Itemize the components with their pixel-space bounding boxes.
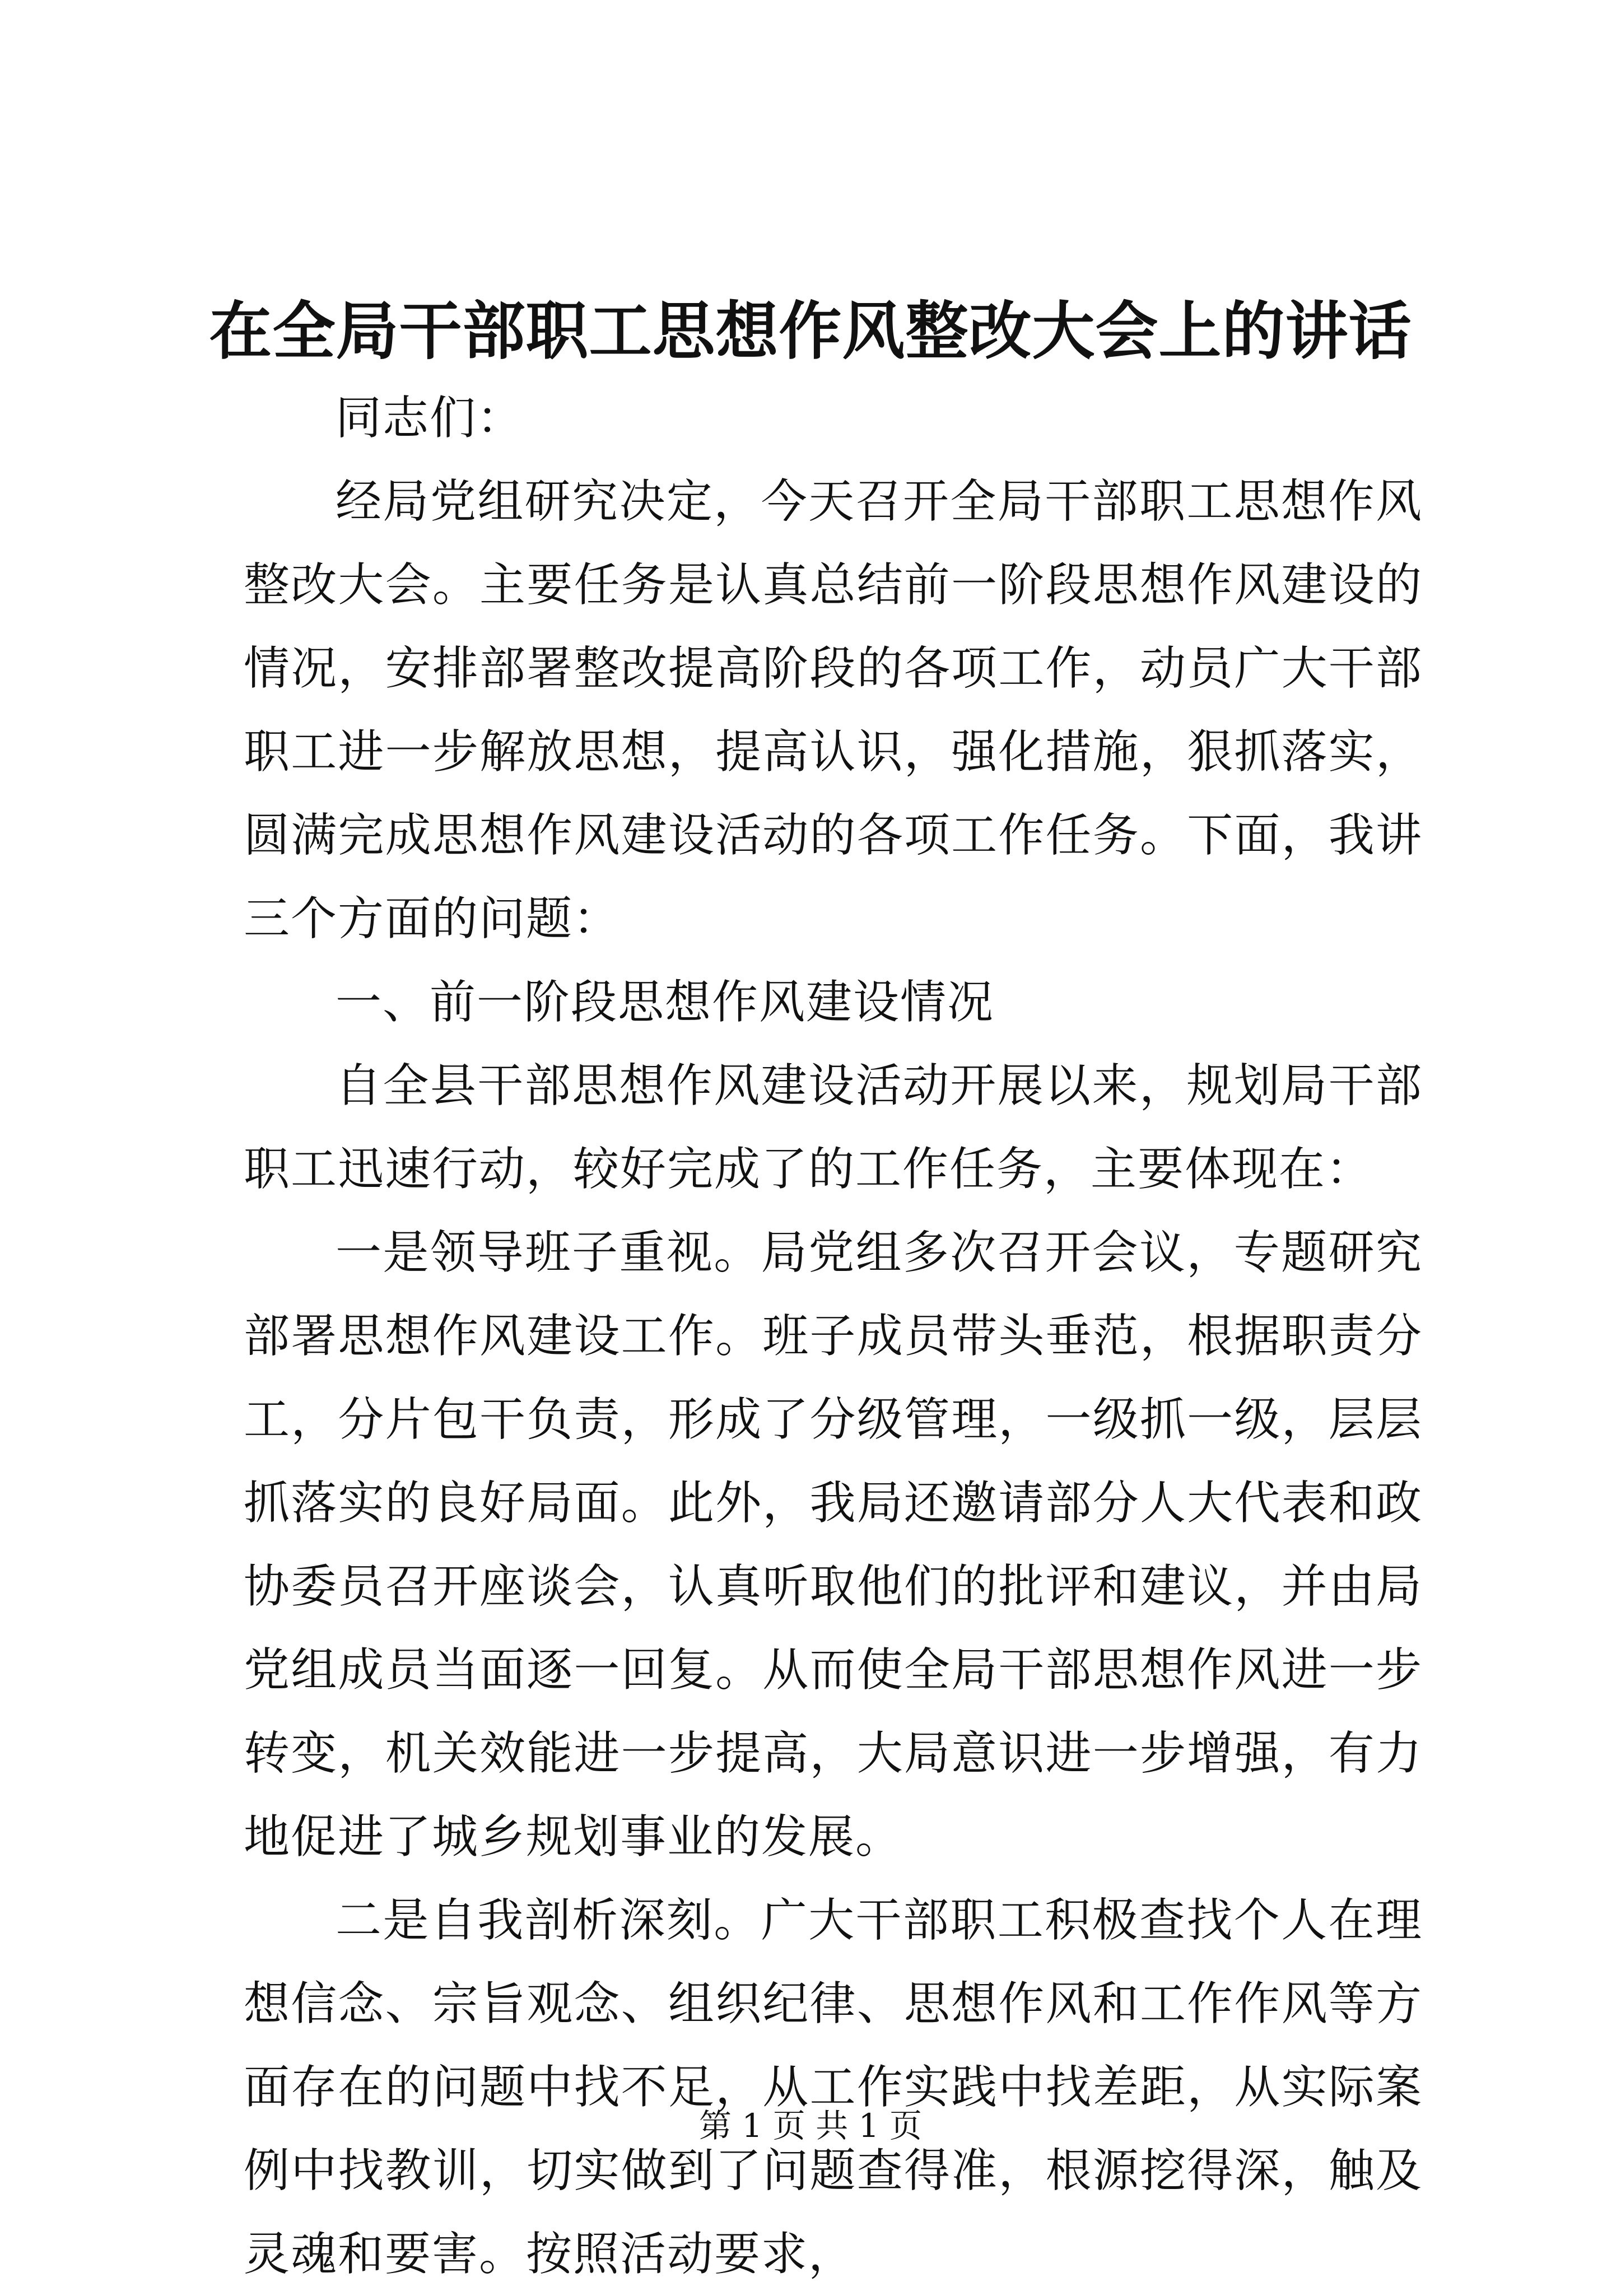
salutation-paragraph: 同志们：	[336, 392, 524, 445]
document-body	[244, 376, 1423, 2296]
page-footer: 第 1 页 共 1 页	[699, 2107, 922, 2145]
body-paragraph: 二是自我剖析深刻。广大干部职工积极查找个人在理想信念、宗旨观念、组织纪律、思想作风和工作作风等方面存在的问题中找不足，从工作实践中找差距，从实际案例中找教训，切实做到了问题查得准，根源挖得深，触及灵魂和要害。按照活动要求，	[244, 1894, 1423, 2281]
section-heading-1: 一、前一阶段思想作风建设情况	[336, 976, 995, 1029]
body-paragraph: 一是领导班子重视。局党组多次召开会议，专题研究部署思想作风建设工作。班子成员带头垂范，根据职责分工，分片包干负责，形成了分级管理，一级抓一级，层层抓落实的良好局面。此外，我局还邀请部分人大代表和政协委员召开座谈会，认真听取他们的批评和建议，并由局党组成员当面逐一回复。从而使全局干部思想作风进一步转变，机关效能进一步提高，大局意识进一步增强，有力地促进了城乡规划事业的发展。	[244, 1226, 1423, 1864]
document-title: 在全局干部职工思想作风整改大会上的讲话	[209, 295, 1412, 368]
intro-paragraph: 经局党组研究决定，今天召开全局干部职工思想作风整改大会。主要任务是认真总结前一阶段思想作风建设的情况，安排部署整改提高阶段的各项工作，动员广大干部职工进一步解放思想，提高认识，强化措施，狠抓落实，圆满完成思想作风建设活动的各项工作任务。下面，我讲三个方面的问题：	[244, 475, 1423, 946]
body-paragraph: 自全县干部思想作风建设活动开展以来，规划局干部职工迅速行动，较好完成了的工作任务，主要体现在：	[244, 1059, 1423, 1196]
